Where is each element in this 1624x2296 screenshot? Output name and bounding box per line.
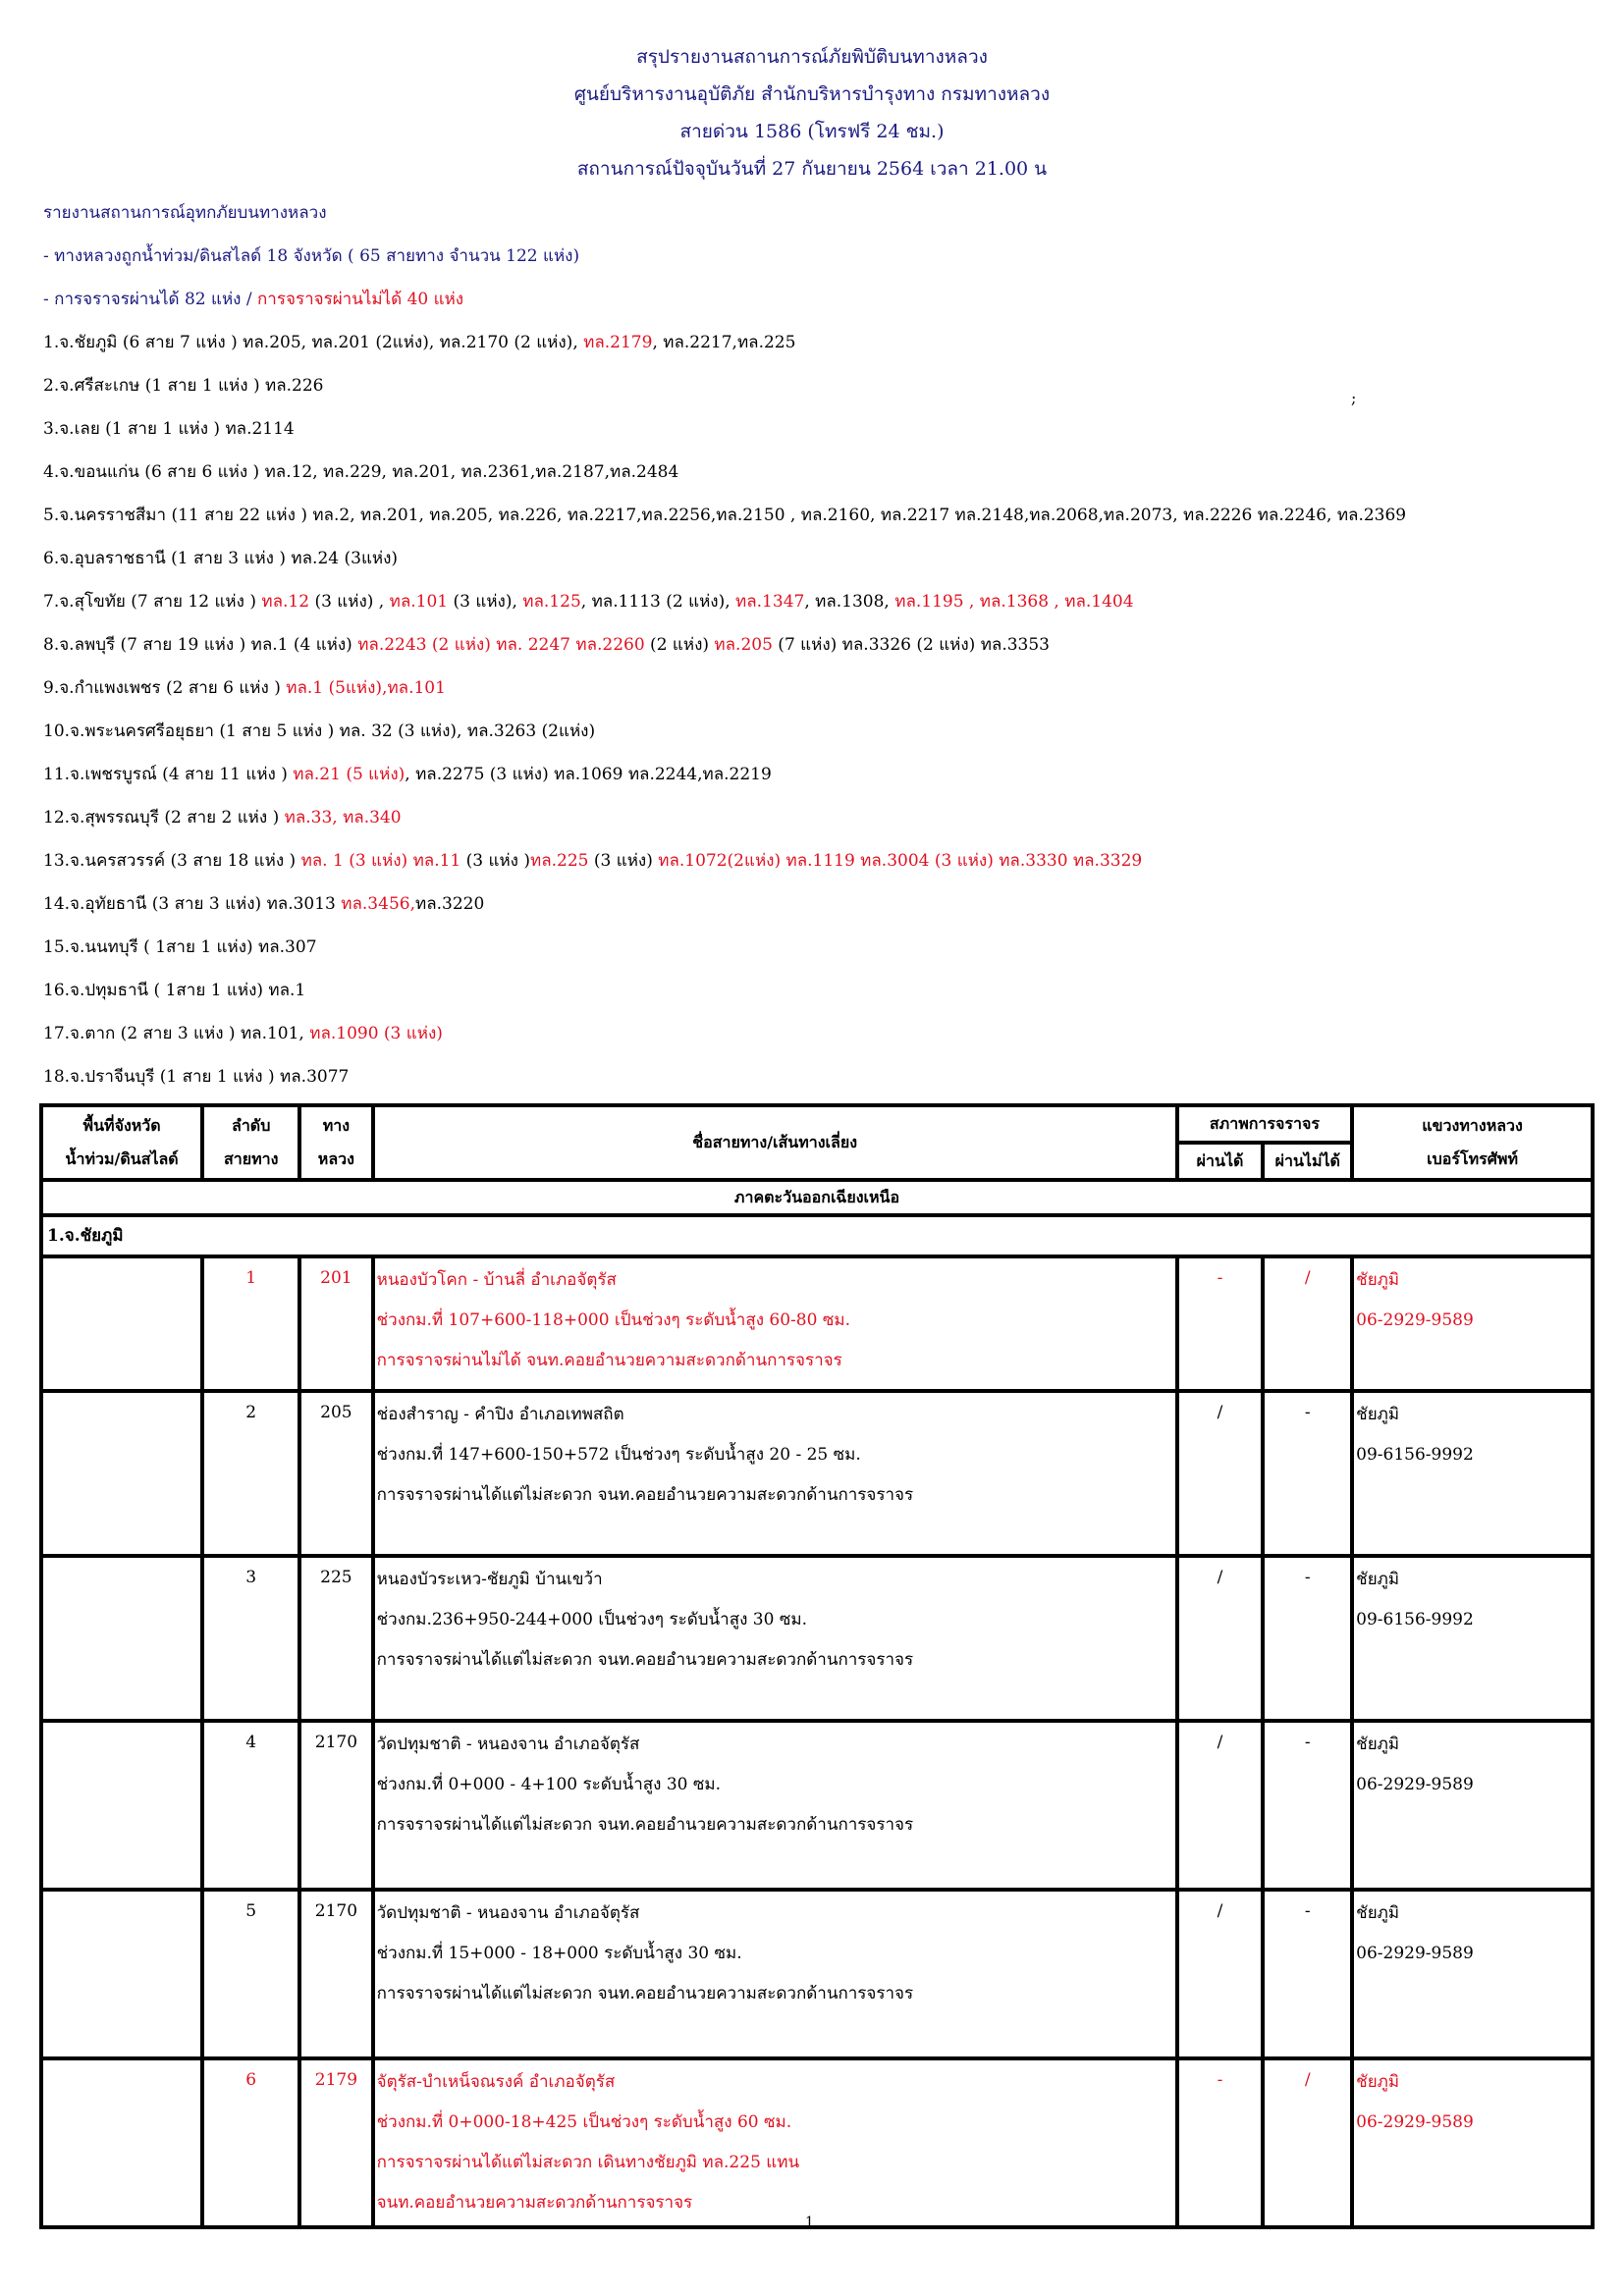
route-line: ช่วงกม.ที่ 15+000 - 18+000 ระดับน้ำสูง 30 ซม. bbox=[376, 1944, 742, 1963]
province-line bbox=[43, 548, 398, 569]
header-highway: ทาง หลวง bbox=[299, 1105, 372, 1180]
office-cell bbox=[1352, 1556, 1593, 1721]
office-name: ชัยภูมิ bbox=[1356, 1570, 1400, 1589]
route-line: การจราจรผ่านได้แต่ไม่สะดวก จนท.คอยอำนวยความสะดวกด้านการจราจร bbox=[376, 1485, 914, 1505]
route-cell bbox=[373, 1256, 1177, 1391]
area-cell bbox=[41, 1256, 202, 1391]
province-text: , ทล.2217,ทล.225 bbox=[652, 333, 796, 352]
province-text: 17.จ.ตาก (2 สาย 3 แห่ง ) ทล.101, bbox=[43, 1024, 310, 1043]
pass-cell: / bbox=[1177, 1391, 1264, 1556]
impassable-highway: ทล.1090 (3 แห่ง) bbox=[309, 1024, 443, 1043]
route-line: ช่วงกม.ที่ 107+600-118+000 เป็นช่วงๆ ระดับน้ำสูง 60-80 ซม. bbox=[376, 1310, 850, 1330]
route-cell bbox=[373, 1556, 1177, 1721]
table-row bbox=[41, 1256, 1593, 1391]
seq-cell: 5 bbox=[202, 1890, 299, 2058]
route-line: การจราจรผ่านได้แต่ไม่สะดวก เดินทางชัยภูมิ ทล.225 แทน bbox=[376, 2153, 800, 2172]
header-nopass: ผ่านไม่ได้ bbox=[1263, 1143, 1352, 1180]
summary-affected: - ทางหลวงถูกน้ำท่วม/ดินสไลด์ 18 จังหวัด ( 65 สายทาง จำนวน 122 แห่ง) bbox=[43, 246, 580, 266]
route-line: ช่วงกม.ที่ 147+600-150+572 เป็นช่วงๆ ระดับน้ำสูง 20 - 25 ซม. bbox=[376, 1445, 861, 1465]
impassable-highway: ทล. 1 (3 แห่ง) ทล.11 bbox=[300, 851, 461, 871]
nopass-cell: / bbox=[1263, 1256, 1352, 1391]
region-row: ภาคตะวันออกเฉียงเหนือ bbox=[41, 1180, 1593, 1215]
area-cell bbox=[41, 1890, 202, 2058]
route-cell bbox=[373, 2058, 1177, 2227]
province-text: , ทล.1113 (2 แห่ง), bbox=[580, 592, 736, 612]
province-text: (3 แห่ง) , bbox=[309, 592, 390, 612]
table-row bbox=[41, 1890, 1593, 2058]
province-row: 1.จ.ชัยภูมิ bbox=[41, 1215, 1593, 1256]
flood-status-table bbox=[39, 1103, 1595, 2229]
province-text: 16.จ.ปทุมธานี ( 1สาย 1 แห่ง) ทล.1 bbox=[43, 981, 306, 1000]
province-line bbox=[43, 721, 595, 742]
header-route: ชื่อสายทาง/เส้นทางเลี่ยง bbox=[373, 1105, 1177, 1180]
province-text: 6.จ.อุบลราชธานี (1 สาย 3 แห่ง ) ทล.24 (3แห่ง) bbox=[43, 549, 399, 568]
province-text: 2.จ.ศรีสะเกษ (1 สาย 1 แห่ง ) ทล.226 bbox=[43, 376, 324, 396]
route-cell bbox=[373, 1890, 1177, 2058]
highway-cell: 2179 bbox=[299, 2058, 372, 2227]
office-cell bbox=[1352, 1890, 1593, 2058]
province-text: 10.จ.พระนครศรีอยุธยา (1 สาย 5 แห่ง ) ทล. 32 (3 แห่ง), ทล.3263 (2แห่ง) bbox=[43, 721, 596, 741]
province-line bbox=[43, 893, 484, 915]
province-text: 14.จ.อุทัยธานี (3 สาย 3 แห่ง) ทล.3013 bbox=[43, 894, 342, 914]
province-text: 9.จ.กำแพงเพชร (2 สาย 6 แห่ง ) bbox=[43, 678, 287, 698]
province-text: 4.จ.ขอนแก่น (6 สาย 6 แห่ง ) ทล.12, ทล.229, ทล.201, ทล.2361,ทล.2187,ทล.2484 bbox=[43, 462, 679, 482]
route-line: การจราจรผ่านได้แต่ไม่สะดวก จนท.คอยอำนวยความสะดวกด้านการจราจร bbox=[376, 1815, 914, 1835]
province-text: (3 แห่ง), bbox=[448, 592, 523, 612]
impassable-highway: ทล.1 (5แห่ง),ทล.101 bbox=[286, 678, 446, 698]
province-line bbox=[43, 332, 795, 353]
province-line bbox=[43, 764, 772, 785]
province-text: 1.จ.ชัยภูมิ (6 สาย 7 แห่ง ) ทล.205, ทล.201 (2แห่ง), ทล.2170 (2 แห่ง), bbox=[43, 333, 584, 352]
report-organization: ศูนย์บริหารงานอุบัติภัย สำนักบริหารบำรุงทาง กรมทางหลวง bbox=[573, 83, 1051, 105]
province-line bbox=[43, 1066, 349, 1088]
province-line bbox=[43, 418, 295, 440]
header-office: แขวงทางหลวง เบอร์โทรศัพท์ bbox=[1352, 1105, 1593, 1180]
office-cell bbox=[1352, 1256, 1593, 1391]
route-line: หนองบัวระเหว-ชัยภูมิ บ้านเขว้า bbox=[376, 1570, 603, 1589]
province-text: 3.จ.เลย (1 สาย 1 แห่ง ) ทล.2114 bbox=[43, 419, 295, 439]
hotline: สายด่วน 1586 (โทรฟรี 24 ชม.) bbox=[679, 121, 945, 142]
nopass-cell: - bbox=[1263, 1890, 1352, 2058]
office-phone: 06-2929-9589 bbox=[1356, 2112, 1474, 2132]
situation-datetime: สถานการณ์ปัจจุบันวันที่ 27 กันยายน 2564 เวลา 21.00 น bbox=[576, 158, 1048, 180]
table-row bbox=[41, 2058, 1593, 2227]
nopass-cell: - bbox=[1263, 1391, 1352, 1556]
pass-cell: - bbox=[1177, 1256, 1264, 1391]
impassable-highway: ทล.1072(2แห่ง) ทล.1119 ทล.3004 (3 แห่ง) ทล.3330 ทล.3329 bbox=[658, 851, 1143, 871]
province-line bbox=[43, 850, 1142, 872]
summary-heading: รายงานสถานการณ์อุทกภัยบนทางหลวง bbox=[43, 203, 327, 223]
office-name: ชัยภูมิ bbox=[1356, 1903, 1400, 1923]
impassable-highway: ทล.2243 (2 แห่ง) ทล. 2247 ทล.2260 bbox=[357, 635, 645, 655]
highway-cell: 2170 bbox=[299, 1721, 372, 1890]
route-line: ช่วงกม.236+950-244+000 เป็นช่วงๆ ระดับน้ำสูง 30 ซม. bbox=[376, 1610, 807, 1629]
province-text: 12.จ.สุพรรณบุรี (2 สาย 2 แห่ง ) bbox=[43, 808, 285, 828]
office-name: ชัยภูมิ bbox=[1356, 2072, 1400, 2092]
seq-cell: 6 bbox=[202, 2058, 299, 2227]
province-line bbox=[43, 634, 1050, 656]
impassable-highway: ทล.1347 bbox=[735, 592, 805, 612]
impassable-highway: ทล.125 bbox=[522, 592, 581, 612]
summary-traffic bbox=[43, 289, 463, 310]
report-title: สรุปรายงานสถานการณ์ภัยพิบัติบนทางหลวง bbox=[636, 46, 988, 68]
office-phone: 06-2929-9589 bbox=[1356, 1775, 1474, 1794]
province-text: , ทล.2275 (3 แห่ง) ทล.1069 ทล.2244,ทล.2219 bbox=[405, 765, 772, 784]
area-cell bbox=[41, 1391, 202, 1556]
nopass-cell: - bbox=[1263, 1556, 1352, 1721]
office-phone: 06-2929-9589 bbox=[1356, 1310, 1474, 1330]
route-line: จัตุรัส-บำเหน็จณรงค์ อำเภอจัตุรัส bbox=[376, 2072, 616, 2092]
impassable-highway: ทล.2179 bbox=[583, 333, 653, 352]
office-phone: 06-2929-9589 bbox=[1356, 1944, 1474, 1963]
page-number: 1 bbox=[805, 2215, 814, 2230]
province-line bbox=[43, 375, 323, 397]
office-cell bbox=[1352, 1721, 1593, 1890]
province-text: , ทล.1308, bbox=[804, 592, 895, 612]
impassable-highway: ทล.12 bbox=[261, 592, 310, 612]
route-line: ช่องสำราญ - คำปิง อำเภอเทพสถิต bbox=[376, 1405, 624, 1424]
pass-cell: / bbox=[1177, 1721, 1264, 1890]
office-name: ชัยภูมิ bbox=[1356, 1270, 1400, 1290]
route-cell bbox=[373, 1721, 1177, 1890]
area-cell bbox=[41, 2058, 202, 2227]
province-line bbox=[43, 1023, 443, 1044]
province-text: 8.จ.ลพบุรี (7 สาย 19 แห่ง ) ทล.1 (4 แห่ง) bbox=[43, 635, 358, 655]
impassable-highway: ทล.3456, bbox=[341, 894, 415, 914]
province-line bbox=[43, 461, 678, 483]
office-phone: 09-6156-9992 bbox=[1356, 1610, 1474, 1629]
province-line bbox=[43, 505, 1406, 526]
province-line bbox=[43, 807, 402, 828]
seq-cell: 2 bbox=[202, 1391, 299, 1556]
province-text: ทล.3220 bbox=[414, 894, 485, 914]
province-line bbox=[43, 677, 446, 699]
route-line: ช่วงกม.ที่ 0+000-18+425 เป็นช่วงๆ ระดับน้ำสูง 60 ซม. bbox=[376, 2112, 792, 2132]
area-cell bbox=[41, 1721, 202, 1890]
province-line bbox=[43, 936, 317, 958]
nopass-cell: - bbox=[1263, 1721, 1352, 1890]
table-body bbox=[41, 1256, 1593, 2227]
province-text: 7.จ.สุโขทัย (7 สาย 12 แห่ง ) bbox=[43, 592, 262, 612]
impassable-highway: ทล.225 bbox=[530, 851, 589, 871]
area-cell bbox=[41, 1556, 202, 1721]
province-text: 11.จ.เพชรบูรณ์ (4 สาย 11 แห่ง ) bbox=[43, 765, 294, 784]
header-traffic: สภาพการจราจร bbox=[1177, 1105, 1352, 1143]
office-cell bbox=[1352, 2058, 1593, 2227]
table-row bbox=[41, 1556, 1593, 1721]
province-line bbox=[43, 980, 305, 1001]
pass-cell: / bbox=[1177, 1556, 1264, 1721]
header-area: พื้นที่จังหวัด น้ำท่วม/ดินสไลด์ bbox=[41, 1105, 202, 1180]
highway-cell: 225 bbox=[299, 1556, 372, 1721]
highway-cell: 201 bbox=[299, 1256, 372, 1391]
province-text: 15.จ.นนทบุรี ( 1สาย 1 แห่ง) ทล.307 bbox=[43, 937, 317, 957]
province-text: (7 แห่ง) ทล.3326 (2 แห่ง) ทล.3353 bbox=[772, 635, 1050, 655]
route-line: การจราจรผ่านไม่ได้ จนท.คอยอำนวยความสะดวกด้านการจราจร bbox=[376, 1351, 842, 1370]
route-line: การจราจรผ่านได้แต่ไม่สะดวก จนท.คอยอำนวยความสะดวกด้านการจราจร bbox=[376, 1984, 914, 2003]
table-row bbox=[41, 1721, 1593, 1890]
province-text: (2 แห่ง) bbox=[644, 635, 715, 655]
route-line: จนท.คอยอำนวยความสะดวกด้านการจราจร bbox=[376, 2193, 693, 2213]
summary-impassable: การจราจรผ่านไม่ได้ 40 แห่ง bbox=[257, 290, 464, 309]
route-line: การจราจรผ่านได้แต่ไม่สะดวก จนท.คอยอำนวยความสะดวกด้านการจราจร bbox=[376, 1650, 914, 1670]
seq-cell: 4 bbox=[202, 1721, 299, 1890]
route-cell bbox=[373, 1391, 1177, 1556]
route-line: วัดปทุมชาติ - หนองจาน อำเภอจัตุรัส bbox=[376, 1735, 640, 1754]
impassable-highway: ทล.101 bbox=[389, 592, 449, 612]
province-text: (3 แห่ง) bbox=[588, 851, 659, 871]
route-line: วัดปทุมชาติ - หนองจาน อำเภอจัตุรัส bbox=[376, 1903, 640, 1923]
office-name: ชัยภูมิ bbox=[1356, 1735, 1400, 1754]
seq-cell: 1 bbox=[202, 1256, 299, 1391]
office-name: ชัยภูมิ bbox=[1356, 1405, 1400, 1424]
header-pass: ผ่านได้ bbox=[1177, 1143, 1264, 1180]
header-seq: ลำดับ สายทาง bbox=[202, 1105, 299, 1180]
route-line: หนองบัวโคก - บ้านลี่ อำเภอจัตุรัส bbox=[376, 1270, 617, 1290]
nopass-cell: / bbox=[1263, 2058, 1352, 2227]
province-text: 18.จ.ปราจีนบุรี (1 สาย 1 แห่ง ) ทล.3077 bbox=[43, 1067, 350, 1087]
office-phone: 09-6156-9992 bbox=[1356, 1445, 1474, 1465]
impassable-highway: ทล.21 (5 แห่ง) bbox=[293, 765, 406, 784]
highway-cell: 2170 bbox=[299, 1890, 372, 2058]
province-text: 13.จ.นครสวรรค์ (3 สาย 18 แห่ง ) bbox=[43, 851, 301, 871]
province-text: 5.จ.นครราชสีมา (11 สาย 22 แห่ง ) ทล.2, ทล.201, ทล.205, ทล.226, ทล.2217,ทล.2256,ทล.2150 , ทล.2160, ทล.2217 ทล.2148,ทล.2068,ทล.2073, ทล.2226 ทล.2246, ทล.2369 bbox=[43, 506, 1407, 525]
impassable-highway: ทล.33, ทล.340 bbox=[284, 808, 402, 828]
stray-semicolon: ; bbox=[1351, 389, 1357, 407]
table-row bbox=[41, 1391, 1593, 1556]
seq-cell: 3 bbox=[202, 1556, 299, 1721]
impassable-highway: ทล.1195 , ทล.1368 , ทล.1404 bbox=[894, 592, 1134, 612]
impassable-highway: ทล.205 bbox=[714, 635, 773, 655]
summary-passable: - การจราจรผ่านได้ 82 แห่ง / bbox=[43, 290, 258, 309]
highway-cell: 205 bbox=[299, 1391, 372, 1556]
route-line: ช่วงกม.ที่ 0+000 - 4+100 ระดับน้ำสูง 30 ซม. bbox=[376, 1775, 722, 1794]
pass-cell: - bbox=[1177, 2058, 1264, 2227]
province-line bbox=[43, 591, 1134, 613]
office-cell bbox=[1352, 1391, 1593, 1556]
province-text: (3 แห่ง ) bbox=[460, 851, 530, 871]
pass-cell: / bbox=[1177, 1890, 1264, 2058]
